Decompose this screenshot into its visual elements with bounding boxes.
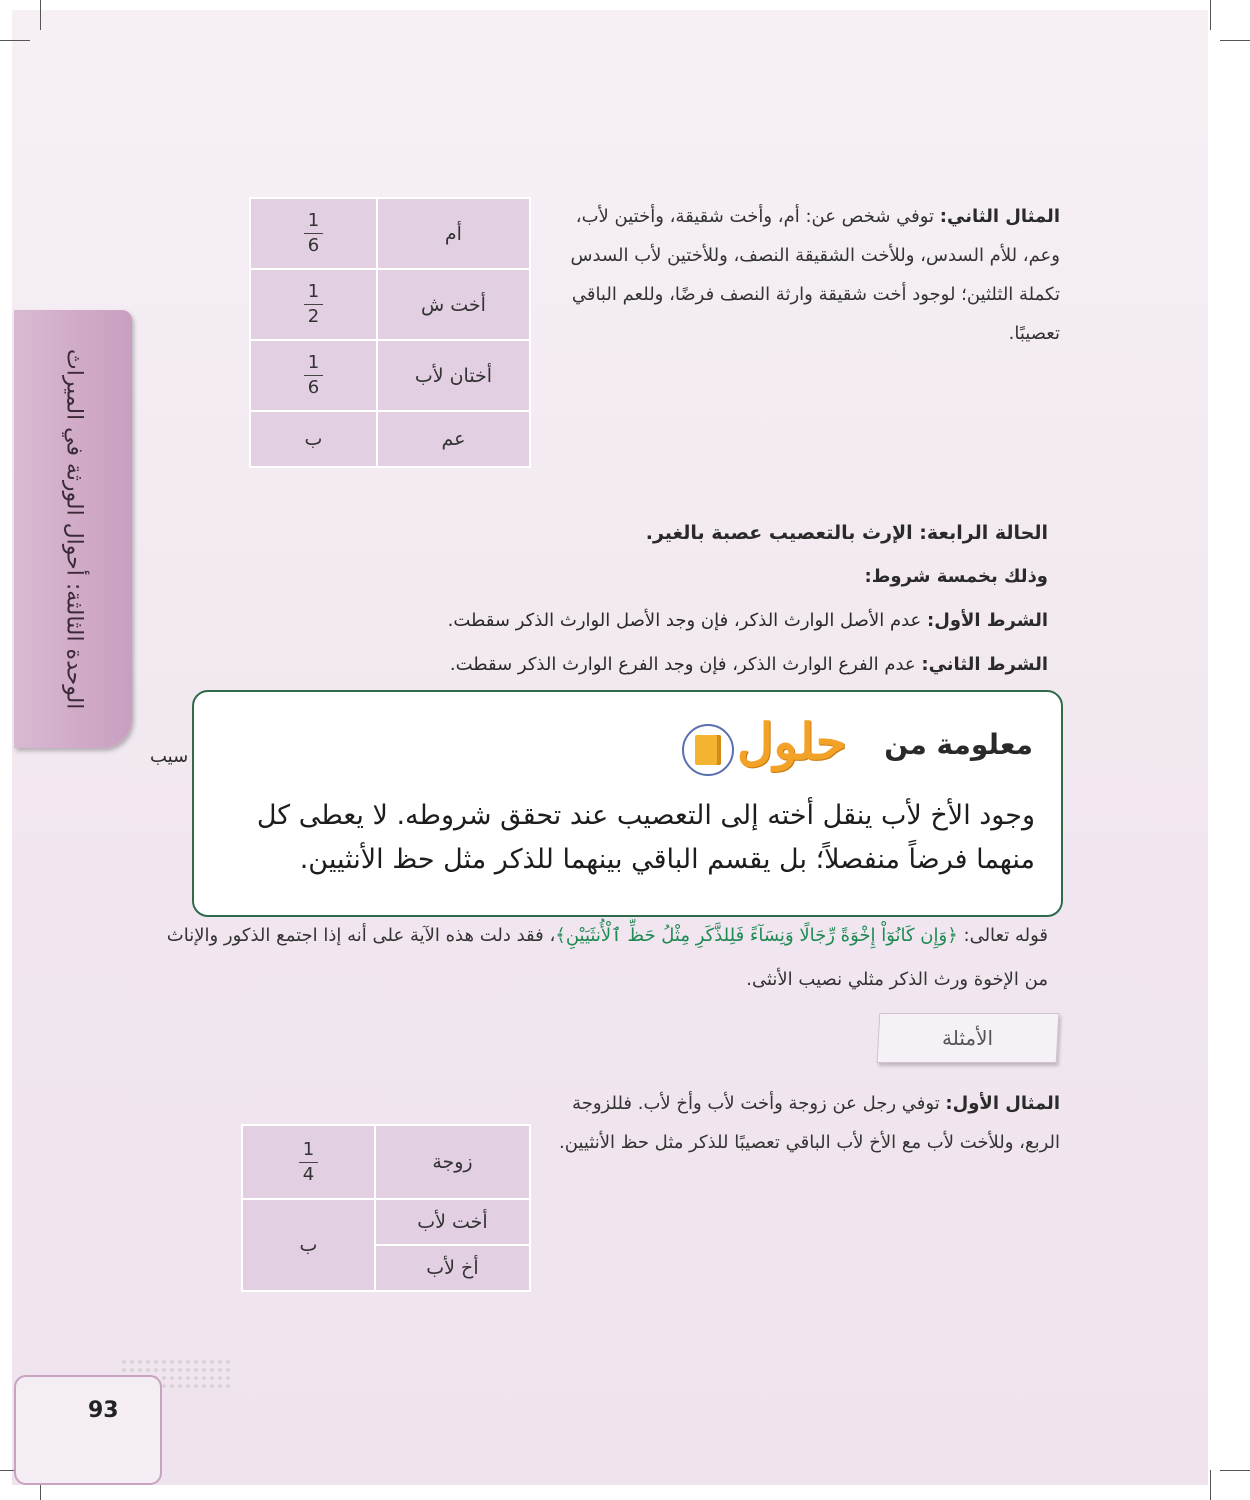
share-fraction: $\frac{1}{4}$ bbox=[299, 1138, 318, 1187]
heir-cell: أخت لأب bbox=[376, 1200, 529, 1244]
heir-cell: أخ لأب bbox=[376, 1246, 529, 1290]
crop-mark bbox=[1220, 1470, 1250, 1471]
crop-mark bbox=[1220, 40, 1250, 41]
table-row bbox=[251, 341, 529, 410]
share-fraction: $\frac{1}{6}$ bbox=[304, 351, 323, 400]
condition-2-text: عدم الفرع الوارث الذكر، فإن وجد الفرع الوارث الذكر سقطت. bbox=[449, 654, 922, 675]
crop-mark bbox=[40, 0, 41, 30]
share-fraction: $\frac{1}{6}$ bbox=[304, 209, 323, 258]
example-2-text: توفي شخص عن: أم، وأخت شقيقة، وأختين لأب، وعم، للأم السدس، وللأخت الشقيقة النصف، وللأختين لأب السدس تكملة الثلثين؛ لوجود أخت شقيقة وارثة النصف فرضًا، وللعم الباقي تعصيبًا. bbox=[570, 206, 1060, 344]
heir-cell: أخت ش bbox=[378, 270, 529, 339]
hidden-text-fragment: سيب bbox=[150, 746, 189, 767]
condition-1-label: الشرط الأول: bbox=[927, 610, 1048, 631]
crop-mark bbox=[0, 40, 30, 41]
table-row bbox=[251, 199, 529, 268]
share-cell: ب bbox=[251, 412, 376, 466]
table-row bbox=[251, 412, 529, 466]
heir-cell: أختان لأب bbox=[378, 341, 529, 410]
unit-title: الوحدة الثالثة: أحوال الورثة في الميراث bbox=[61, 348, 87, 710]
table-row bbox=[251, 270, 529, 339]
page-number-box bbox=[14, 1375, 162, 1485]
heir-cell: أم bbox=[378, 199, 529, 268]
inheritance-table-2 bbox=[241, 1124, 531, 1292]
examples-heading: الأمثلة bbox=[942, 1026, 994, 1050]
case-4-title: الحالة الرابعة: الإرث بالتعصيب عصبة بالغير. bbox=[645, 522, 1048, 544]
quran-verse: ﴿وَإِن كَانُوٓاْ إِخْوَةً رِّجَالًا وَنِسَآءً فَلِلذَّكَرِ مِثْلُ حَظِّ ٱلْأُنثَيَيْنِ﴾ bbox=[555, 925, 958, 946]
info-popup bbox=[192, 690, 1063, 917]
logo-text: حلول bbox=[737, 712, 847, 771]
example-1-paragraph bbox=[536, 1084, 1060, 1162]
share-fraction: $\frac{1}{2}$ bbox=[304, 280, 323, 329]
example-1-label: المثال الأول: bbox=[945, 1093, 1060, 1114]
popup-title: معلومة من bbox=[884, 728, 1033, 761]
page-number: 93 bbox=[88, 1398, 119, 1423]
popup-body: وجود الأخ لأب ينقل أخته إلى التعصيب عند تحقق شروطه. لا يعطى كل منهما فرضاً منفصلاً؛ بل يقسم الباقي بينهما للذكر مثل حظ الأنثيين. bbox=[256, 800, 1035, 875]
table-row bbox=[243, 1126, 529, 1198]
hulul-logo bbox=[682, 710, 862, 780]
condition-2-label: الشرط الثاني: bbox=[921, 654, 1048, 675]
example-2-label: المثال الثاني: bbox=[939, 206, 1060, 227]
crop-mark bbox=[1210, 0, 1211, 30]
inheritance-table-1 bbox=[249, 197, 531, 468]
condition-1-text: عدم الأصل الوارث الذكر، فإن وجد الأصل الوارث الذكر سقطت. bbox=[447, 610, 928, 631]
example-1-text: توفي رجل عن زوجة وأخت لأب وأخ لأب. فللزوجة الربع، وللأخت لأب مع الأخ لأب الباقي تعصيبًا للذكر مثل حظ الأنثيين. bbox=[559, 1093, 1060, 1153]
evidence-suffix: ، فقد دلت هذه الآية على أنه إذا اجتمع الذكور والإناث من الإخوة ورث الذكر مثلي نصيب الأنثى. bbox=[166, 925, 1048, 990]
evidence-paragraph bbox=[148, 914, 1048, 1002]
example-2-paragraph bbox=[536, 197, 1060, 353]
share-cell: ب bbox=[243, 1200, 374, 1290]
heir-cell: عم bbox=[378, 412, 529, 466]
conditions-intro: وذلك بخمسة شروط: bbox=[864, 566, 1048, 587]
heir-cell: زوجة bbox=[376, 1126, 529, 1198]
book-icon bbox=[682, 724, 734, 776]
condition-1 bbox=[248, 610, 1048, 631]
crop-mark bbox=[1210, 1470, 1211, 1500]
table-row bbox=[243, 1200, 529, 1244]
examples-heading-box bbox=[877, 1013, 1060, 1063]
evidence-prefix: قوله تعالى: bbox=[957, 925, 1048, 946]
condition-2 bbox=[248, 654, 1048, 675]
